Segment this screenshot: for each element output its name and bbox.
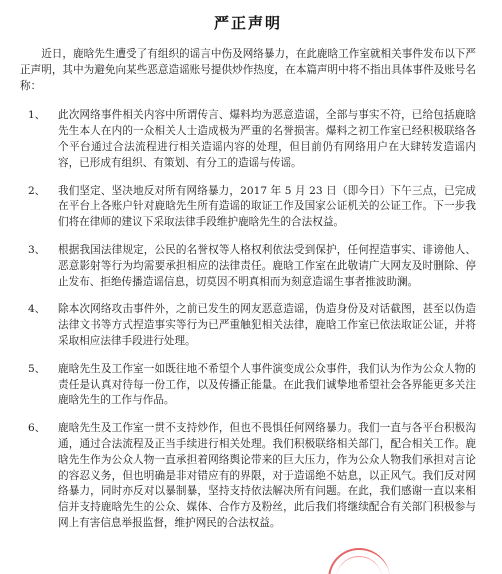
item-text: 我们坚定、坚决地反对所有网络暴力，2017 年 5 月 23 日（即今日）下午三点，已完成在平台上各账户针对鹿晗先生所有造谣的取证工作及国家公证机关的公证工作。下一步我们将在律师的建议下采取法律手段维护鹿晗先生的合法权益。: [58, 184, 476, 229]
item-text: 鹿晗先生及工作室一贯不支持炒作，但也不畏惧任何网络暴力。我们一直与各平台积极沟通，通过合法流程及正当手续进行相关处理。我们积极联络相关部门，配合相关工作。鹿晗先生作为公众人物一直承担着网络舆论带来的巨大压力，作为公众人物我们承担对言论的容忍义务，但也明确是非对错应有的界限，对于造谣绝不姑息，以正风气。我们反对网络暴力，同时亦反对以暴制暴，坚持支持依法解决所有问题。在此，我们感谢一直以来相信并支持鹿晗先生的公众、媒体、合作方及粉丝，此后我们将继续配合有关部门积极参与网上有害信息举报监督，维护网民的合法权益。: [58, 422, 476, 529]
item-text: 此次网络事件相关内容中所谓传言、爆料均为恶意造谣，全部与事实不符，已给包括鹿晗先生本人在内的一众相关人士造成极为严重的名誉损害。爆料之初工作室已经积极联络各个平台通过合法流程进行相关造谣内容的处理，但目前仍有网络用户在大肆转发造谣内容，已形成有组织、有策划、有分工的造谣与传谣。: [58, 109, 476, 169]
statement-item-3: [20, 243, 476, 290]
statement-item-2: [20, 184, 476, 231]
item-text: 除本次网络攻击事件外，之前已发生的网友恶意造谣，伪造身份及对话截图，甚至以伪造法律文书等方式捏造事实等行为已严重触犯相关法律，鹿晗工作室已依法取证公证，并将采取相应法律手段进行处理。: [58, 303, 476, 347]
item-number: 2、: [28, 184, 46, 197]
item-text: 根据我国法律规定，公民的名誉权等人格权利依法受到保护，任何捏造事实、诽谤他人、恶意影射等行为均需要承担相应的法律责任。鹿晗工作室在此敬请广大网友及时删除、停止发布、拒绝传播造谣信息，切莫因不明真相而为刻意造谣生事者推波助澜。: [58, 243, 476, 288]
statement-item-5: [20, 362, 476, 409]
statement-item-1: [20, 108, 476, 171]
item-number: 4、: [28, 303, 46, 316]
document-title: 严正声明: [213, 14, 282, 32]
intro-paragraph: 近日，鹿晗先生遭受了有组织的谣言中伤及网络暴力，在此鹿晗工作室就相关事件发布以下严正声明，其中为避免向某些恶意造谣账号提供炒作热度，在本篇声明中将不指出具体事件及账号名称：: [20, 48, 476, 92]
item-number: 3、: [28, 243, 46, 256]
item-text: 鹿晗先生及工作室一如既往地不希望个人事件演变成公众事件，我们认为作为公众人物的责任是认真对待每一份工作，以及传播正能量。在此我们诚挚地希望社会各界能更多关注鹿晗先生的工作与作品。: [58, 362, 476, 407]
item-number: 5、: [28, 362, 46, 375]
statement-item-4: [20, 302, 476, 349]
item-number: 6、: [28, 422, 46, 435]
statement-item-6: [20, 421, 476, 532]
item-number: 1、: [28, 109, 46, 122]
